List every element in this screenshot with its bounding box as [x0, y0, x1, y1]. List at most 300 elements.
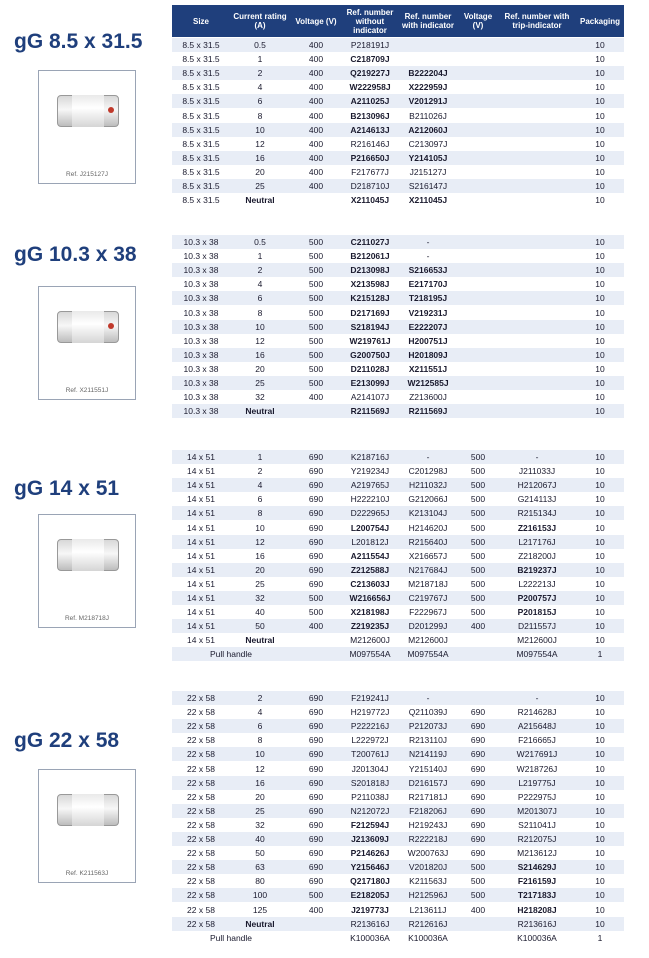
cell-size: 22 x 58	[187, 763, 215, 774]
cell-ref-trip: Z216153J	[517, 522, 557, 533]
cell-ref-with: H214620J	[408, 522, 448, 533]
cell-ref-without: N212072J	[350, 805, 390, 816]
cell-current: 16	[255, 152, 265, 163]
cell-ref-with: H212596J	[408, 890, 448, 901]
cell-size: 8.5 x 31.5	[182, 40, 220, 50]
cell-ref-without: H222210J	[350, 494, 390, 505]
cell-ref-without: W216656J	[349, 593, 391, 603]
cell-voltage2: 690	[470, 805, 486, 816]
cell-voltage: 690	[308, 834, 324, 844]
cell-voltage2	[458, 94, 498, 108]
cell-current: Neutral	[245, 635, 275, 646]
cell-packaging: 10	[595, 307, 605, 318]
cell-voltage: 400	[308, 621, 324, 632]
table-row	[172, 478, 624, 492]
table-row	[172, 647, 624, 661]
cell-ref-with: C219767J	[408, 593, 448, 603]
cell-ref-without: Y219234J	[350, 466, 390, 477]
cell-packaging: 10	[595, 834, 605, 844]
table-row	[172, 874, 624, 888]
cell-ref-trip	[498, 362, 576, 376]
cell-current: 20	[255, 363, 265, 374]
cell-ref-trip	[498, 277, 576, 291]
cell-ref-trip: K100036A	[517, 932, 557, 943]
cell-packaging: 10	[595, 494, 605, 505]
cell-ref-with: Y214105J	[408, 152, 448, 163]
cell-current: 6	[257, 96, 263, 107]
cell-size: 14 x 51	[187, 578, 215, 589]
cell-ref-with: H201809J	[408, 349, 448, 360]
cell-ref-without: Z212588J	[350, 564, 390, 575]
cell-ref-trip	[498, 320, 576, 334]
table-row	[172, 832, 624, 846]
cell-voltage: 500	[308, 237, 324, 247]
cell-current: 20	[255, 564, 265, 575]
cell-size: 14 x 51	[187, 480, 215, 491]
cell-voltage: 690	[308, 452, 324, 462]
cell-voltage2	[458, 179, 498, 193]
cell-ref-with: V201820J	[408, 862, 448, 873]
cell-ref-with: H211032J	[408, 480, 448, 491]
cell-packaging: 10	[595, 480, 605, 491]
cell-packaging: 10	[595, 195, 605, 206]
cell-current: 1	[257, 452, 263, 462]
cell-voltage: 400	[308, 166, 324, 177]
cell-ref-with: -	[426, 693, 430, 703]
cell-ref-with: B211026J	[409, 110, 447, 121]
cell-current: Neutral	[245, 406, 275, 417]
cell-size: 10.3 x 38	[183, 349, 219, 360]
cell-ref-trip: S211041J	[518, 819, 556, 830]
cell-ref-without: M212600J	[350, 635, 390, 646]
cell-ref-with: X211045J	[408, 195, 448, 206]
cell-current: 8	[257, 508, 263, 519]
cell-packaging: 10	[595, 237, 605, 247]
fuse-cartridge-image	[57, 95, 119, 127]
cell-packaging: 10	[595, 265, 605, 276]
cell-voltage: 690	[308, 876, 324, 887]
table-row	[172, 390, 624, 404]
cell-size: 22 x 58	[187, 791, 215, 802]
cell-voltage2	[458, 633, 498, 647]
cell-ref-with: Y215140J	[408, 763, 448, 774]
table-row	[172, 506, 624, 520]
cell-voltage: 690	[308, 480, 324, 491]
cell-packaging: 10	[595, 279, 605, 290]
cell-voltage: 690	[308, 805, 324, 816]
cell-ref-with: N214119J	[408, 749, 448, 760]
fuse-indicator-dot	[108, 323, 114, 329]
cell-current: 12	[255, 763, 265, 774]
cell-voltage2: 500	[470, 536, 486, 547]
cell-voltage2	[458, 277, 498, 291]
cell-size: 10.3 x 38	[183, 392, 219, 403]
cell-voltage: 400	[308, 152, 324, 163]
header-voltage-2: Voltage (V)	[463, 12, 493, 30]
cell-ref-trip: Z218200J	[518, 550, 556, 561]
cell-ref-trip	[498, 263, 576, 277]
table-row	[172, 94, 624, 108]
cell-size: 22 x 58	[187, 749, 215, 760]
cell-voltage2	[458, 917, 498, 931]
table-row	[172, 450, 624, 464]
cell-current: 6	[257, 293, 263, 304]
cell-current: 32	[255, 392, 265, 403]
cell-ref-with: S216147J	[408, 181, 448, 191]
cell-voltage2	[458, 376, 498, 390]
table-row	[172, 348, 624, 362]
cell-voltage: 400	[308, 110, 324, 121]
cell-voltage: 690	[308, 735, 324, 746]
cell-ref-without: Q217180J	[350, 876, 390, 887]
cell-size: 14 x 51	[187, 635, 215, 646]
cell-current: 100	[252, 890, 268, 901]
cell-voltage2: 500	[470, 890, 486, 901]
cell-size: 22 x 58	[187, 693, 215, 703]
cell-ref-with: N217684J	[408, 564, 448, 575]
cell-size: 22 x 58	[187, 848, 215, 859]
cell-ref-with: E222207J	[408, 321, 448, 332]
table-row	[172, 277, 624, 291]
cell-voltage2	[458, 137, 498, 151]
cell-packaging: 10	[595, 406, 605, 417]
cell-voltage: 500	[308, 607, 324, 618]
cell-voltage: 400	[308, 68, 324, 79]
cell-size: 8.5 x 31.5	[182, 166, 220, 177]
cell-voltage2	[458, 362, 498, 376]
cell-voltage: 690	[308, 508, 324, 519]
cell-packaging: 10	[595, 564, 605, 575]
table-row	[172, 464, 624, 478]
cell-voltage: 400	[308, 54, 324, 65]
cell-packaging: 10	[595, 166, 605, 177]
cell-ref-without: A211554J	[350, 550, 390, 561]
cell-voltage: 400	[308, 124, 324, 135]
cell-ref-without: A211025J	[350, 96, 390, 107]
cell-ref-with: V201291J	[408, 96, 448, 107]
cell-size: 22 x 58	[187, 805, 215, 816]
cell-size: 10.3 x 38	[183, 321, 219, 332]
cell-ref-with: S216653J	[408, 265, 448, 276]
table-row	[172, 619, 624, 633]
cell-packaging: 10	[595, 138, 605, 149]
cell-packaging: 10	[595, 876, 605, 887]
cell-ref-with: Q211039J	[408, 707, 448, 718]
cell-voltage: 690	[308, 777, 324, 788]
cell-packaging: 10	[595, 791, 605, 802]
cell-voltage2: 690	[470, 735, 486, 746]
cell-current: 12	[255, 335, 265, 346]
cell-current	[230, 931, 290, 945]
cell-packaging: 10	[595, 578, 605, 589]
cell-ref-trip: -	[535, 693, 539, 703]
cell-packaging: 10	[595, 152, 605, 163]
cell-voltage: 500	[308, 251, 324, 262]
cell-packaging: 10	[595, 862, 605, 873]
cell-ref-with: E217170J	[408, 279, 448, 290]
cell-packaging: 10	[595, 763, 605, 774]
cell-current: 4	[257, 82, 263, 93]
table-row	[172, 193, 624, 207]
cell-current: 25	[255, 181, 265, 191]
cell-voltage2	[458, 38, 498, 52]
cell-ref-trip	[498, 404, 576, 418]
cell-ref-trip: R214628J	[517, 707, 557, 718]
table-row	[172, 931, 624, 945]
cell-voltage: 400	[308, 96, 324, 107]
cell-packaging: 10	[595, 890, 605, 901]
cell-ref-without: F217677J	[351, 166, 389, 177]
cell-ref-trip: J211033J	[518, 466, 556, 477]
cell-ref-without: D217169J	[350, 307, 390, 318]
cell-voltage2	[458, 647, 498, 661]
fuse-body	[72, 311, 104, 343]
cell-ref-trip	[498, 179, 576, 193]
cell-size: 10.3 x 38	[183, 293, 219, 304]
cell-ref-with: K213104J	[408, 508, 448, 519]
table-row	[172, 818, 624, 832]
fuse-body	[72, 539, 104, 571]
cell-ref-without: A214613J	[350, 124, 390, 135]
cell-voltage2: 500	[470, 494, 486, 505]
cell-current: 25	[255, 805, 265, 816]
cell-packaging: 1	[597, 932, 603, 943]
cell-current: 10	[255, 124, 265, 135]
cell-ref-with	[398, 38, 458, 52]
cell-packaging: 10	[595, 82, 605, 93]
cell-voltage: 690	[308, 564, 324, 575]
cell-ref-with: H219243J	[408, 819, 448, 830]
cell-ref-without: A219765J	[350, 480, 390, 491]
cell-ref-without: K218716J	[350, 452, 390, 462]
cell-packaging: 10	[595, 335, 605, 346]
cell-voltage: 690	[308, 707, 324, 718]
cell-voltage: 690	[308, 466, 324, 477]
cell-ref-without: Q219227J	[350, 68, 390, 79]
cell-current: 2	[257, 68, 263, 79]
cell-packaging: 10	[595, 466, 605, 477]
cell-ref-without: E213099J	[350, 378, 390, 388]
cell-ref-without: R216146J	[350, 138, 390, 149]
cell-ref-trip: D211557J	[517, 621, 557, 632]
cell-ref-with: C201298J	[408, 466, 448, 477]
cell-size: 8.5 x 31.5	[182, 54, 220, 65]
table-row	[172, 860, 624, 874]
table-row	[172, 179, 624, 193]
cell-voltage: 690	[308, 536, 324, 547]
header-packaging: Packaging	[579, 16, 620, 26]
cell-ref-trip: R215134J	[517, 508, 557, 519]
cell-voltage2: 500	[470, 480, 486, 491]
cell-voltage	[290, 931, 342, 945]
cell-current: 6	[257, 721, 263, 732]
cell-ref-trip: F216159J	[517, 876, 557, 887]
photo-caption: Ref. X211551J	[65, 387, 109, 394]
cell-ref-trip: P222975J	[517, 791, 557, 802]
fuse-body	[72, 95, 104, 127]
cell-packaging: 10	[595, 392, 605, 403]
cell-voltage: 500	[308, 349, 324, 360]
cell-voltage2: 500	[470, 876, 486, 887]
cell-ref-without: M097554A	[349, 649, 391, 660]
cell-ref-with	[398, 52, 458, 66]
cell-ref-trip	[498, 109, 576, 123]
cell-voltage2	[458, 390, 498, 404]
cell-voltage: 400	[308, 40, 324, 50]
table-row	[172, 263, 624, 277]
cell-current: 40	[255, 607, 265, 618]
cell-packaging: 10	[595, 635, 605, 646]
cell-voltage	[290, 404, 342, 418]
cell-voltage: 690	[308, 721, 324, 732]
cell-size: 8.5 x 31.5	[182, 82, 220, 93]
cell-ref-with: C213097J	[408, 138, 448, 149]
cell-ref-trip: F216665J	[518, 735, 556, 746]
cell-ref-trip	[498, 291, 576, 305]
cell-current: 2	[257, 265, 263, 276]
cell-ref-with: R211569J	[408, 406, 448, 417]
cell-voltage2	[458, 320, 498, 334]
cell-voltage: 690	[308, 693, 324, 703]
cell-voltage2	[458, 249, 498, 263]
cell-voltage2: 500	[470, 593, 486, 603]
cell-ref-without: C211027J	[350, 237, 390, 247]
cell-ref-without: B212061J	[350, 251, 390, 262]
table-row	[172, 888, 624, 902]
cell-ref-trip	[498, 390, 576, 404]
cell-ref-without: R211569J	[350, 406, 390, 417]
cell-ref-trip: R212075J	[517, 834, 557, 844]
cell-packaging: 10	[595, 805, 605, 816]
cell-packaging: 10	[595, 452, 605, 462]
cell-size: 14 x 51	[187, 508, 215, 519]
cell-ref-trip: W218726J	[516, 763, 558, 774]
header-size: Size	[192, 16, 209, 26]
cell-size: 10.3 x 38	[183, 237, 219, 247]
cell-packaging: 10	[595, 693, 605, 703]
cell-ref-trip: L217176J	[518, 536, 556, 547]
fuse-indicator-dot	[108, 107, 114, 113]
table-row	[172, 563, 624, 577]
cell-packaging: 10	[595, 550, 605, 561]
table-row	[172, 846, 624, 860]
cell-ref-without: D218710J	[350, 181, 390, 191]
cell-ref-trip	[498, 165, 576, 179]
cell-size: 8.5 x 31.5	[182, 124, 220, 135]
cell-ref-trip: R213616J	[517, 918, 557, 929]
cell-size: 10.3 x 38	[183, 406, 219, 417]
cell-ref-trip: B219237J	[517, 564, 557, 575]
table-row	[172, 535, 624, 549]
cell-voltage: 690	[308, 763, 324, 774]
cell-ref-without: D222965J	[350, 508, 390, 519]
cell-ref-without: H219772J	[350, 707, 390, 718]
table-row	[172, 123, 624, 137]
cell-current: 8	[257, 110, 263, 121]
cell-packaging: 10	[595, 110, 605, 121]
cell-current: 2	[257, 693, 263, 703]
cell-voltage2: 690	[470, 777, 486, 788]
cell-voltage: 400	[308, 138, 324, 149]
cell-voltage2	[458, 109, 498, 123]
table-row	[172, 521, 624, 535]
cell-packaging: 10	[595, 522, 605, 533]
cell-size: 22 x 58	[187, 876, 215, 887]
cell-current: 20	[255, 166, 265, 177]
cell-size: 22 x 58	[187, 834, 215, 844]
cell-ref-with: M097554A	[407, 649, 449, 660]
cell-size: 14 x 51	[187, 593, 215, 603]
table-row	[172, 291, 624, 305]
cell-ref-trip: M097554A	[516, 649, 558, 660]
cell-current: 32	[255, 593, 265, 603]
cell-current: 4	[257, 707, 263, 718]
cell-voltage: 690	[308, 862, 324, 873]
cell-voltage2: 690	[470, 819, 486, 830]
cell-size: 14 x 51	[187, 452, 215, 462]
cell-voltage: 500	[308, 593, 324, 603]
cell-ref-without: W222958J	[349, 82, 391, 93]
cell-voltage2: 500	[470, 522, 486, 533]
cell-voltage2	[458, 52, 498, 66]
cell-size: 22 x 58	[187, 735, 215, 746]
table-row	[172, 549, 624, 563]
cell-voltage2: 690	[470, 848, 486, 859]
table-row	[172, 719, 624, 733]
cell-voltage2	[458, 334, 498, 348]
cell-ref-trip: M213612J	[517, 848, 557, 859]
cell-ref-trip	[498, 151, 576, 165]
cell-ref-with: T218195J	[408, 293, 448, 304]
cell-ref-without: F219241J	[351, 693, 389, 703]
cell-ref-with: K211563J	[409, 876, 447, 887]
cell-size: 22 x 58	[187, 777, 215, 788]
cell-current: 4	[257, 480, 263, 491]
cell-current: 6	[257, 494, 263, 505]
cell-packaging: 10	[595, 68, 605, 79]
cell-ref-with: R212616J	[408, 918, 448, 929]
table-row	[172, 691, 624, 705]
cell-ref-with: M212600J	[408, 635, 448, 646]
cell-ref-trip: S214629J	[517, 862, 557, 873]
cell-current: 10	[255, 321, 265, 332]
cell-size: 8.5 x 31.5	[182, 138, 220, 149]
photo-caption: Ref. M218718J	[64, 615, 110, 622]
cell-voltage2: 690	[470, 721, 486, 732]
header-ref-with-indicator: Ref. number with indicator	[402, 12, 454, 30]
cell-ref-without: P222216J	[350, 721, 390, 732]
cell-packaging: 10	[595, 349, 605, 360]
cell-voltage: 690	[308, 791, 324, 802]
cell-voltage2	[458, 165, 498, 179]
cell-packaging: 10	[595, 777, 605, 788]
cell-voltage2	[458, 306, 498, 320]
cell-ref-trip: P201815J	[517, 607, 557, 618]
cell-ref-without: K215128J	[350, 293, 390, 304]
cell-voltage2	[458, 235, 498, 249]
cell-ref-without: G200750J	[350, 349, 390, 360]
cell-size: 8.5 x 31.5	[182, 195, 220, 206]
cell-voltage: 500	[308, 321, 324, 332]
cell-voltage2: 500	[470, 466, 486, 477]
table-row	[172, 235, 624, 249]
cell-voltage2: 690	[470, 791, 486, 802]
table-row	[172, 404, 624, 418]
cell-ref-without: R213616J	[350, 918, 390, 929]
cell-current: 4	[257, 279, 263, 290]
cell-ref-with: -	[426, 237, 430, 247]
cell-ref-without: P218191J	[350, 40, 390, 50]
